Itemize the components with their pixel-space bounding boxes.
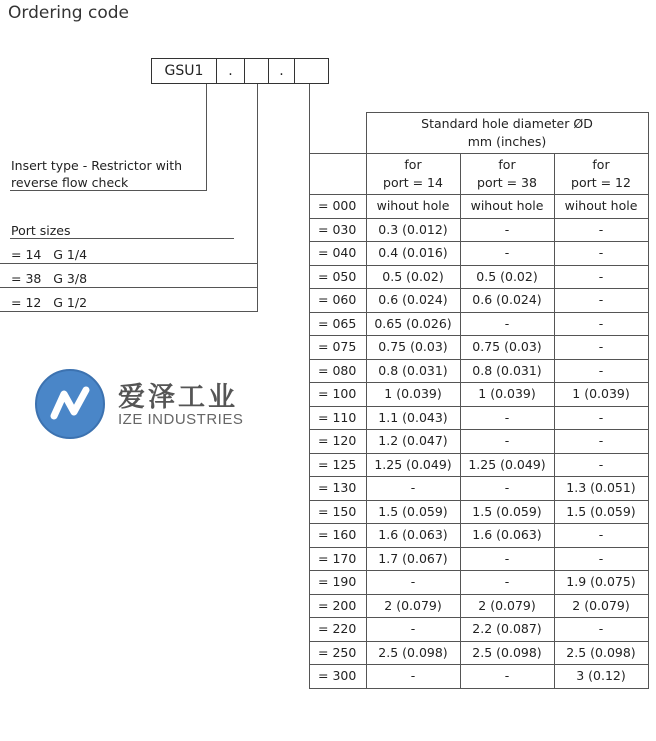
- port-sizes-heading: Port sizes: [11, 223, 71, 238]
- row-value: 0.5 (0.02): [366, 265, 460, 289]
- column-header-port-14: [366, 154, 460, 195]
- table-row: [310, 218, 649, 242]
- column-header-port-38: [460, 154, 554, 195]
- table-row: [310, 265, 649, 289]
- row-value: wihout hole: [460, 195, 554, 219]
- row-value: -: [554, 453, 648, 477]
- underline-port-38: [0, 287, 258, 288]
- table-row: [310, 336, 649, 360]
- row-value: -: [554, 524, 648, 548]
- underline-port-14: [0, 263, 258, 264]
- table-row: [310, 312, 649, 336]
- row-value: 2 (0.079): [366, 594, 460, 618]
- row-value: -: [460, 547, 554, 571]
- row-value: -: [554, 218, 648, 242]
- code-box-separator: .: [216, 58, 245, 84]
- row-value: -: [460, 430, 554, 454]
- row-value: 1.25 (0.049): [460, 453, 554, 477]
- insert-type-label-line1: Insert type - Restrictor with: [11, 158, 183, 173]
- row-value: 0.8 (0.031): [460, 359, 554, 383]
- table-row: [310, 500, 649, 524]
- row-code: = 250: [310, 641, 367, 665]
- port-size-item: = 12 G 1/2: [11, 295, 88, 310]
- row-value: 0.3 (0.012): [366, 218, 460, 242]
- row-value: -: [460, 571, 554, 595]
- row-value: 1 (0.039): [366, 383, 460, 407]
- row-code: = 190: [310, 571, 367, 595]
- row-value: -: [460, 665, 554, 689]
- table-row: [310, 359, 649, 383]
- connector-port-size: [257, 84, 258, 312]
- row-code: = 200: [310, 594, 367, 618]
- row-code: = 030: [310, 218, 367, 242]
- row-value: 0.75 (0.03): [460, 336, 554, 360]
- row-value: 2.5 (0.098): [366, 641, 460, 665]
- port-size-item: = 38 G 3/8: [11, 271, 88, 286]
- row-value: -: [460, 312, 554, 336]
- row-code: = 300: [310, 665, 367, 689]
- row-value: 1 (0.039): [460, 383, 554, 407]
- row-code: = 075: [310, 336, 367, 360]
- table-row: [310, 618, 649, 642]
- row-code: = 060: [310, 289, 367, 313]
- row-value: -: [366, 477, 460, 501]
- underline-port-12: [0, 311, 258, 312]
- row-value: 2.5 (0.098): [460, 641, 554, 665]
- logo-chinese-name: 爱泽工业: [118, 382, 238, 413]
- row-code: = 150: [310, 500, 367, 524]
- row-value: -: [554, 406, 648, 430]
- insert-type-label-line2: reverse flow check: [11, 175, 129, 190]
- code-box-port-size: [244, 58, 269, 84]
- code-box-model: GSU1: [151, 58, 217, 84]
- row-value: 0.5 (0.02): [460, 265, 554, 289]
- page-title: Ordering code: [8, 3, 130, 23]
- row-value: -: [460, 477, 554, 501]
- row-value: 2 (0.079): [460, 594, 554, 618]
- table-row: [310, 195, 649, 219]
- table-row: [310, 406, 649, 430]
- row-code: = 000: [310, 195, 367, 219]
- row-value: -: [554, 289, 648, 313]
- row-code: = 100: [310, 383, 367, 407]
- row-value: -: [460, 406, 554, 430]
- column-header-line1: for: [498, 157, 516, 172]
- row-value: 2.5 (0.098): [554, 641, 648, 665]
- column-header-line2: port = 12: [571, 175, 631, 190]
- table-row: [310, 289, 649, 313]
- row-value: 1.1 (0.043): [366, 406, 460, 430]
- table-row: [310, 571, 649, 595]
- table-row: [310, 477, 649, 501]
- row-code: = 170: [310, 547, 367, 571]
- table-row: [310, 453, 649, 477]
- row-value: 1.6 (0.063): [460, 524, 554, 548]
- table-row: [310, 242, 649, 266]
- table-row: [310, 524, 649, 548]
- row-value: -: [554, 430, 648, 454]
- logo-mark-icon: [34, 368, 106, 440]
- table-corner: [310, 154, 367, 195]
- column-header-line2: port = 14: [383, 175, 443, 190]
- row-value: 1.5 (0.059): [554, 500, 648, 524]
- row-code: = 065: [310, 312, 367, 336]
- row-code: = 120: [310, 430, 367, 454]
- row-value: 0.4 (0.016): [366, 242, 460, 266]
- row-value: -: [366, 571, 460, 595]
- row-value: wihout hole: [366, 195, 460, 219]
- row-value: wihout hole: [554, 195, 648, 219]
- row-code: = 040: [310, 242, 367, 266]
- logo-english-name: IZE INDUSTRIES: [118, 411, 244, 428]
- table-row: [310, 641, 649, 665]
- row-value: 1.7 (0.067): [366, 547, 460, 571]
- column-header-line1: for: [592, 157, 610, 172]
- row-value: 0.75 (0.03): [366, 336, 460, 360]
- row-value: -: [460, 242, 554, 266]
- row-code: = 110: [310, 406, 367, 430]
- row-code: = 160: [310, 524, 367, 548]
- row-value: 1 (0.039): [554, 383, 648, 407]
- row-value: 0.6 (0.024): [366, 289, 460, 313]
- row-value: -: [460, 218, 554, 242]
- row-code: = 050: [310, 265, 367, 289]
- column-header-line2: port = 38: [477, 175, 537, 190]
- row-code: = 220: [310, 618, 367, 642]
- row-value: 1.5 (0.059): [366, 500, 460, 524]
- table-corner: [310, 113, 367, 154]
- table-header: [366, 113, 648, 154]
- hole-diameter-table: [309, 112, 649, 689]
- row-value: -: [554, 618, 648, 642]
- connector-insert-type: [206, 84, 207, 191]
- row-code: = 130: [310, 477, 367, 501]
- row-value: -: [554, 336, 648, 360]
- table-header-line2: mm (inches): [467, 134, 547, 149]
- row-value: 1.3 (0.051): [554, 477, 648, 501]
- row-value: 0.8 (0.031): [366, 359, 460, 383]
- row-value: 1.6 (0.063): [366, 524, 460, 548]
- table-row: [310, 547, 649, 571]
- row-value: 1.2 (0.047): [366, 430, 460, 454]
- table-row: [310, 430, 649, 454]
- row-value: 0.6 (0.024): [460, 289, 554, 313]
- column-header-port-12: [554, 154, 648, 195]
- row-value: -: [554, 312, 648, 336]
- row-value: 3 (0.12): [554, 665, 648, 689]
- row-code: = 080: [310, 359, 367, 383]
- row-value: 0.65 (0.026): [366, 312, 460, 336]
- table-body: [310, 195, 649, 689]
- column-header-line1: for: [404, 157, 422, 172]
- row-value: 2.2 (0.087): [460, 618, 554, 642]
- row-value: 1.5 (0.059): [460, 500, 554, 524]
- row-value: 1.9 (0.075): [554, 571, 648, 595]
- row-code: = 125: [310, 453, 367, 477]
- row-value: 2 (0.079): [554, 594, 648, 618]
- code-box-separator: .: [268, 58, 295, 84]
- row-value: -: [366, 665, 460, 689]
- table-row: [310, 594, 649, 618]
- code-box-hole-diameter: [294, 58, 329, 84]
- row-value: -: [366, 618, 460, 642]
- table-row: [310, 383, 649, 407]
- table-header-line1: Standard hole diameter ØD: [421, 116, 593, 131]
- port-size-item: = 14 G 1/4: [11, 247, 88, 262]
- row-value: -: [554, 265, 648, 289]
- company-logo: [34, 368, 106, 444]
- row-value: -: [554, 547, 648, 571]
- table-row: [310, 665, 649, 689]
- row-value: -: [554, 359, 648, 383]
- row-value: 1.25 (0.049): [366, 453, 460, 477]
- row-value: -: [554, 242, 648, 266]
